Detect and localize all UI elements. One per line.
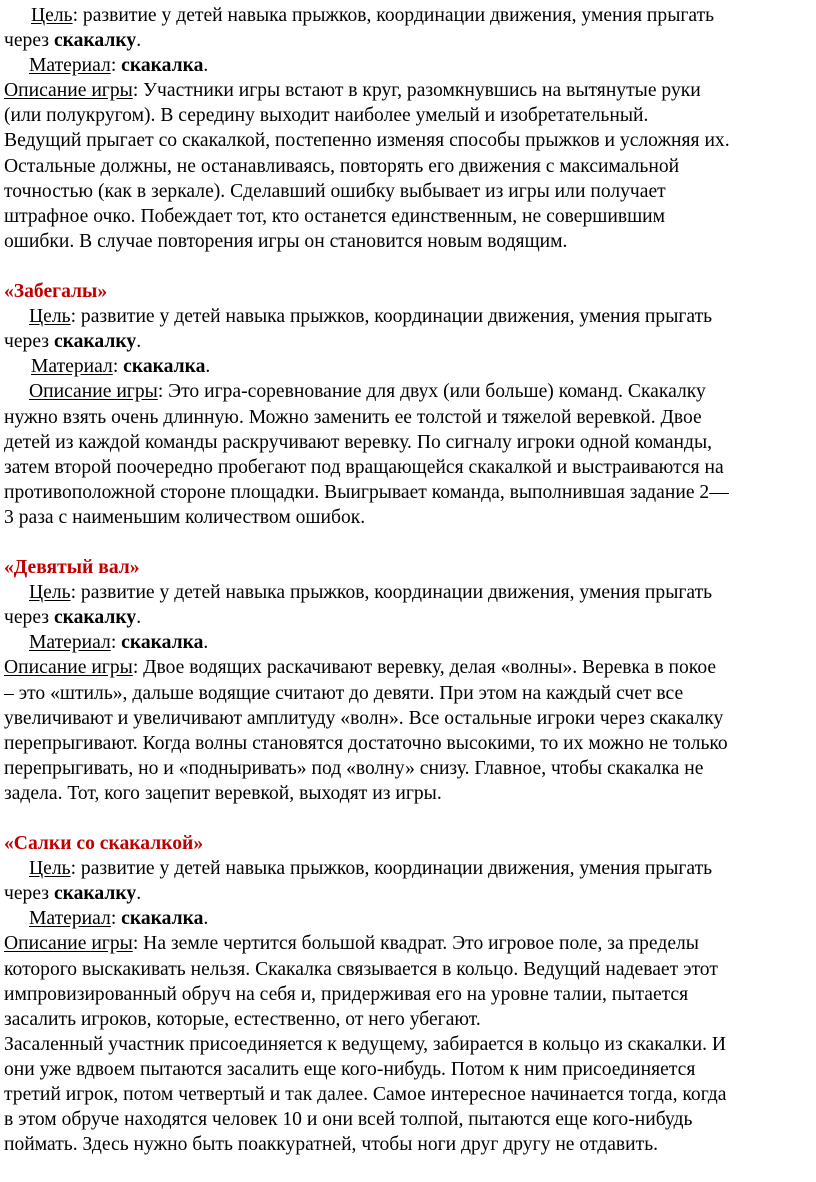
material-value: скакалка [121,908,204,930]
material-value: скакалка [121,632,204,654]
description-line: которого выскакивать нельзя. Скакалка связывается в кольцо. Ведущий надевает этот [4,958,718,980]
description-line: Остальные должны, не останавливаясь, повторять его движения с максимальной [4,155,680,177]
game-title: «Забегалы» [4,281,108,303]
goal-label: Цель [31,5,73,26]
description-line: точностью (как в зеркале). Сделавший ошибку выбывает из игры или получает [4,180,666,202]
goal-line: Цель: развитие у детей навыка прыжков, координации движения, умения прыгать [31,5,715,26]
description-label: Описание игры [4,80,133,102]
description-line: противоположной стороне площадки. Выигрывает команда, выполнившая задание 2— [4,481,729,503]
goal-line-cont: через скакалку. [4,883,142,905]
description-label: Описание игры [4,657,133,679]
spacer [4,254,812,279]
goal-line: Цель: развитие у детей навыка прыжков, координации движения, умения прыгать [29,582,713,604]
description-line: увеличивают и увеличивают амплитуду «волн». Все остальные игроки через скакалку [4,707,724,729]
description-line: перепрыгивают. Когда волны становятся достаточно высокими, то их можно не только [4,732,728,754]
rope-word: скакалку [53,607,137,629]
game-section-1 [4,3,812,254]
game-title: «Девятый вал» [4,557,140,579]
goal-line-cont: через скакалку. [4,30,142,52]
game-section-4 [4,831,812,1157]
goal-text: развитие у детей навыка прыжков, координации движения, умения прыгать [76,582,713,604]
description-line: Описание игры: Участники игры встают в круг, разомкнувшись на вытянутые руки [4,80,701,102]
goal-label: Цель [29,306,71,328]
description-line: нужно взять очень длинную. Можно заменить ее толстой и тяжелой веревкой. Двое [4,406,702,428]
game-title: «Салки со скакалкой» [4,833,204,855]
goal-label: Цель [29,858,71,880]
game-section-2 [4,279,812,530]
goal-text: развитие у детей навыка прыжков, координации движения, умения прыгать [76,858,713,880]
spacer [4,530,812,555]
material-value: скакалка [123,356,206,378]
description-line: импровизированный обруч на себя и, придерживая его на уровне талии, пытается [4,983,689,1005]
goal-text: развитие у детей навыка прыжков, координации движения, умения прыгать [76,306,713,328]
material-label: Материал [31,356,113,378]
material-value: скакалка [121,55,204,77]
material-line: Материал: скакалка. [31,356,211,378]
description-line: задела. Тот, кого зацепит веревкой, выходят из игры. [4,782,442,804]
description-line: (или полукругом). В середину выходит наиболее умелый и изобретательный. [4,105,649,127]
rope-word: скакалку [53,883,137,905]
description-line: засалить игроков, которые, естественно, от него убегают. [4,1008,481,1030]
description-line: штрафное очко. Побеждает тот, кто останется единственным, не совершившим [4,205,666,227]
material-line: Материал: скакалка. [29,908,209,930]
goal-line-cont: через скакалку. [4,331,142,353]
rope-word: скакалку [53,331,137,353]
description-label: Описание игры [29,381,158,403]
goal-line: Цель: развитие у детей навыка прыжков, координации движения, умения прыгать [29,858,713,880]
material-label: Материал [29,55,111,77]
description-line: – это «штиль», дальше водящие считают до девяти. При этом на каждый счет все [4,682,684,704]
description-line: Описание игры: Это игра-соревнование для двух (или больше) команд. Скакалку [29,381,706,403]
material-label: Материал [29,632,111,654]
material-line: Материал: скакалка. [29,632,209,654]
description-line: 3 раза с наименьшим количеством ошибок. [4,506,366,528]
description-label: Описание игры [4,933,133,955]
description-line: Описание игры: На земле чертится большой квадрат. Это игровое поле, за пределы [4,933,699,955]
goal-label: Цель [29,582,71,604]
material-label: Материал [29,908,111,930]
description-line: ошибки. В случае повторения игры он становится новым водящим. [4,230,568,252]
rope-word: скакалку [53,30,137,52]
description-line: в этом обруче находятся человек 10 и они всей толпой, пытаются еще кого-нибудь [4,1109,693,1131]
spacer [4,806,812,831]
goal-line: Цель: развитие у детей навыка прыжков, координации движения, умения прыгать [29,306,713,328]
description-line: поймать. Здесь нужно быть поаккуратней, чтобы ноги друг другу не отдавить. [4,1134,659,1156]
material-line: Материал: скакалка. [29,55,209,77]
description-line: третий игрок, потом четвертый и так далее. Самое интересное начинается тогда, когда [4,1084,727,1106]
description-line: перепрыгивать, но и «подныривать» под «волну» снизу. Главное, чтобы скакалка не [4,757,704,779]
description-line: детей из каждой команды раскручивают веревку. По сигналу игроки одной команды, [4,431,713,453]
game-section-3 [4,555,812,806]
goal-line-cont: через скакалку. [4,607,142,629]
description-line: Засаленный участник присоединяется к ведущему, забирается в кольцо из скакалки. И [4,1033,727,1055]
description-line: они уже вдвоем пытаются засалить еще кого-нибудь. Потом к ним присоединяется [4,1058,696,1080]
description-line: Описание игры: Двое водящих раскачивают веревку, делая «волны». Веревка в покое [4,657,717,679]
description-line: затем второй поочередно пробегают под вращающейся скакалкой и выстраиваются на [4,456,724,478]
description-line: Ведущий прыгает со скакалкой, постепенно изменяя способы прыжков и усложняя их. [4,130,730,152]
goal-text: развитие у детей навыка прыжков, координации движения, умения прыгать [78,5,715,26]
